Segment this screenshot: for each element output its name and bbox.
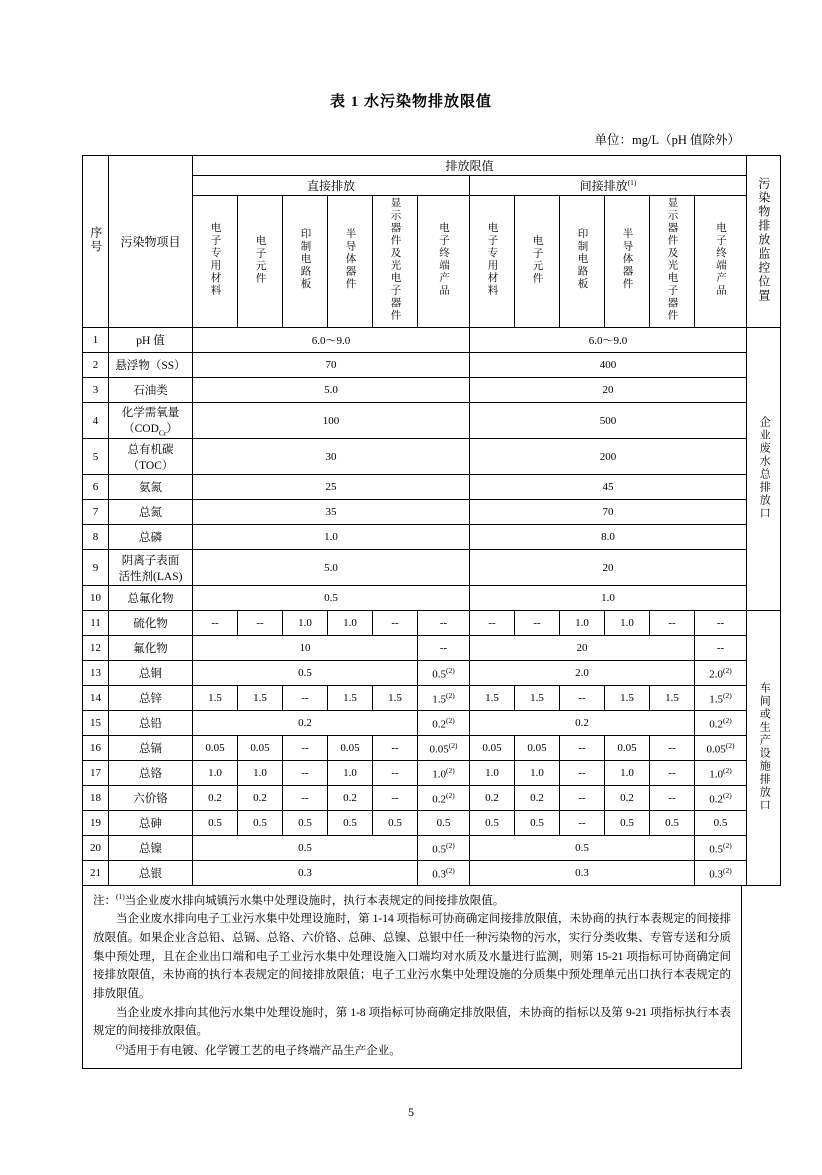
cell-value-4: 0.2: [328, 786, 373, 811]
cell-value-8: --: [515, 611, 560, 636]
cell-value-12: 0.2$^{(2)}$: [695, 786, 747, 811]
cell-value-6: 0.05$^{(2)}$: [418, 736, 470, 761]
page-number: 5: [408, 1105, 414, 1119]
row-seq: 11: [83, 611, 109, 636]
cell-indirect-terminal: 0.5$^{(2)}$: [695, 836, 747, 861]
cell-value-1: 1.0: [193, 761, 238, 786]
cell-indirect-merged: 20: [470, 378, 747, 403]
cell-direct-terminal: 0.5$^{(2)}$: [418, 661, 470, 686]
table-row: [83, 736, 781, 761]
cell-direct-merged5: 0.5: [193, 836, 418, 861]
table-row: [83, 403, 781, 439]
table-header-row-1: [83, 156, 781, 176]
cell-value-2: 1.0: [238, 761, 283, 786]
table-row: [83, 550, 781, 586]
cell-direct-merged: 35: [193, 500, 470, 525]
table-row: [83, 661, 781, 686]
table-row: [83, 525, 781, 550]
cell-value-6: 0.5: [418, 811, 470, 836]
cell-direct-merged: 30: [193, 439, 470, 475]
row-seq: 1: [83, 328, 109, 353]
table-notes: [82, 885, 742, 1069]
cell-value-6: 1.0$^{(2)}$: [418, 761, 470, 786]
cell-direct-merged5: 0.3: [193, 861, 418, 886]
row-item: 六价铬: [109, 786, 193, 811]
cell-indirect-merged: 20: [470, 550, 747, 586]
row-seq: 14: [83, 686, 109, 711]
unit-note: 单位：mg/L（pH 值除外）: [594, 133, 740, 147]
table-row: [83, 328, 781, 353]
table-row: [83, 500, 781, 525]
cell-value-6: 0.2$^{(2)}$: [418, 786, 470, 811]
cell-value-9: --: [560, 736, 605, 761]
cell-indirect-terminal: 2.0$^{(2)}$: [695, 661, 747, 686]
cell-value-10: 0.5: [605, 811, 650, 836]
cell-direct-terminal: 0.5$^{(2)}$: [418, 836, 470, 861]
cell-direct-merged: 6.0～9.0: [193, 328, 470, 353]
cell-value-3: --: [283, 761, 328, 786]
cell-value-4: 0.05: [328, 736, 373, 761]
table-row: [83, 586, 781, 611]
row-item: 阴离子表面 活性剂(LAS): [109, 550, 193, 586]
cell-value-1: 0.05: [193, 736, 238, 761]
table-row: [83, 861, 781, 886]
cell-indirect-terminal: --: [695, 636, 747, 661]
cell-value-7: 0.5: [470, 811, 515, 836]
monitor-position-cell: 车间或生产设施排放口: [747, 611, 781, 886]
row-item: 总氮: [109, 500, 193, 525]
row-seq: 17: [83, 761, 109, 786]
header-col-direct-6: 电子终端产品: [418, 196, 470, 328]
cell-value-6: --: [418, 611, 470, 636]
cell-value-4: 1.5: [328, 686, 373, 711]
cell-value-5: --: [373, 786, 418, 811]
table-row: [83, 611, 781, 636]
cell-value-12: 1.0$^{(2)}$: [695, 761, 747, 786]
cell-direct-merged: 5.0: [193, 378, 470, 403]
row-item: 总铅: [109, 711, 193, 736]
cell-direct-merged: 70: [193, 353, 470, 378]
header-monitor-position: 污染物排放监控位置: [747, 156, 781, 328]
row-item: pH 值: [109, 328, 193, 353]
row-seq: 12: [83, 636, 109, 661]
header-col-indirect-2: 电子元件: [515, 196, 560, 328]
header-indirect: 间接排放$^{(1)}$: [470, 176, 747, 196]
cell-indirect-merged: 200: [470, 439, 747, 475]
row-seq: 21: [83, 861, 109, 886]
pollutant-limits-table-wrap: [82, 155, 771, 886]
cell-value-10: 0.2: [605, 786, 650, 811]
cell-value-5: 1.5: [373, 686, 418, 711]
row-item: 氟化物: [109, 636, 193, 661]
cell-value-7: 1.5: [470, 686, 515, 711]
row-seq: 6: [83, 475, 109, 500]
row-item: 总磷: [109, 525, 193, 550]
cell-value-3: 1.0: [283, 611, 328, 636]
cell-value-9: --: [560, 686, 605, 711]
row-seq: 5: [83, 439, 109, 475]
cell-direct-merged: 0.5: [193, 586, 470, 611]
note-line: $^{(2)}$适用于有电镀、化学镀工艺的电子终端产品生产企业。: [116, 1041, 401, 1057]
cell-value-3: --: [283, 786, 328, 811]
cell-value-3: --: [283, 686, 328, 711]
cell-direct-terminal: --: [418, 636, 470, 661]
header-col-direct-1: 电子专用材料: [193, 196, 238, 328]
cell-indirect-merged5: 2.0: [470, 661, 695, 686]
row-item: 总银: [109, 861, 193, 886]
cell-value-12: 1.5$^{(2)}$: [695, 686, 747, 711]
row-item: 总镉: [109, 736, 193, 761]
cell-value-8: 0.5: [515, 811, 560, 836]
cell-direct-merged: 100: [193, 403, 470, 439]
cell-value-1: 0.2: [193, 786, 238, 811]
cell-indirect-merged: 70: [470, 500, 747, 525]
cell-indirect-merged5: 0.3: [470, 861, 695, 886]
cell-value-11: --: [650, 736, 695, 761]
table-row: [83, 761, 781, 786]
row-item: 总砷: [109, 811, 193, 836]
row-seq: 15: [83, 711, 109, 736]
cell-value-7: 0.2: [470, 786, 515, 811]
header-col-direct-3: 印制电路板: [283, 196, 328, 328]
cell-value-11: --: [650, 611, 695, 636]
row-item: 硫化物: [109, 611, 193, 636]
header-col-direct-4: 半导体器件: [328, 196, 373, 328]
cell-indirect-merged5: 20: [470, 636, 695, 661]
row-item: 化学需氧量 $(COD_{Cr})$: [109, 403, 193, 439]
row-seq: 9: [83, 550, 109, 586]
row-item: 总镍: [109, 836, 193, 861]
header-col-indirect-1: 电子专用材料: [470, 196, 515, 328]
cell-value-11: 0.5: [650, 811, 695, 836]
cell-value-11: --: [650, 761, 695, 786]
cell-value-10: 1.0: [605, 611, 650, 636]
cell-value-2: 0.05: [238, 736, 283, 761]
cell-indirect-merged: 6.0～9.0: [470, 328, 747, 353]
row-seq: 13: [83, 661, 109, 686]
row-item: 悬浮物（SS）: [109, 353, 193, 378]
header-item: 污染物项目: [109, 156, 193, 328]
cell-indirect-merged: 8.0: [470, 525, 747, 550]
cell-value-1: 0.5: [193, 811, 238, 836]
cell-value-1: 1.5: [193, 686, 238, 711]
cell-indirect-merged5: 0.2: [470, 711, 695, 736]
cell-value-12: --: [695, 611, 747, 636]
cell-indirect-merged: 500: [470, 403, 747, 439]
pollutant-limits-table: [82, 155, 781, 886]
cell-value-2: 1.5: [238, 686, 283, 711]
cell-value-6: 1.5$^{(2)}$: [418, 686, 470, 711]
note-line: 注：$^{(1)}$当企业废水排向城镇污水集中处理设施时，执行本表规定的间接排放限值。: [93, 892, 505, 907]
cell-indirect-terminal: 0.3$^{(2)}$: [695, 861, 747, 886]
table-row: [83, 378, 781, 403]
cell-value-5: --: [373, 736, 418, 761]
table-row: [83, 439, 781, 475]
note-line: 当企业废水排向其他污水集中处理设施时，第 1-8 项指标可协商确定排放限值，未协商的指标以及第 9-21 项指标执行本表规定的间接排放限值。: [93, 1006, 731, 1038]
cell-value-11: 1.5: [650, 686, 695, 711]
cell-value-9: --: [560, 811, 605, 836]
cell-direct-terminal: 0.2$^{(2)}$: [418, 711, 470, 736]
cell-value-2: 0.2: [238, 786, 283, 811]
cell-indirect-merged: 400: [470, 353, 747, 378]
cell-value-8: 0.05: [515, 736, 560, 761]
cell-value-11: --: [650, 786, 695, 811]
header-direct: 直接排放: [193, 176, 470, 196]
table-row: [83, 711, 781, 736]
table-row: [83, 636, 781, 661]
cell-value-10: 1.5: [605, 686, 650, 711]
cell-indirect-merged: 1.0: [470, 586, 747, 611]
row-item: 石油类: [109, 378, 193, 403]
row-item: 总有机碳 （TOC）: [109, 439, 193, 475]
header-seq: 序号: [83, 156, 109, 328]
row-item: 总铜: [109, 661, 193, 686]
cell-value-8: 1.0: [515, 761, 560, 786]
row-seq: 2: [83, 353, 109, 378]
note-line: 当企业废水排向电子工业污水集中处理设施时，第 1-14 项指标可协商确定间接排放限值，未协商的执行本表规定的间接排放限值。如果企业含总铅、总镉、总铬、六价铬、总砷、总镍、总银中任一种污染物的污水，实行分类收集、专管专送和分质集中预处理，且在企业出口端和电子工业污水集中处理设施入口端均对水质及水量进行监测，则第 15-21 项指标可协商确定间接排放限值，未协商的执行本表规定的间接排放限值；电子工业污水集中处理设施的分质集中预处理单元出口执行本表规定的排放限值。: [93, 913, 731, 1000]
cell-value-4: 1.0: [328, 611, 373, 636]
cell-value-9: --: [560, 786, 605, 811]
cell-direct-merged: 1.0: [193, 525, 470, 550]
cell-value-7: 1.0: [470, 761, 515, 786]
header-col-direct-2: 电子元件: [238, 196, 283, 328]
row-item: 氨氮: [109, 475, 193, 500]
table-row: [83, 811, 781, 836]
table-row: [83, 475, 781, 500]
row-seq: 3: [83, 378, 109, 403]
cell-value-5: --: [373, 761, 418, 786]
cell-value-7: --: [470, 611, 515, 636]
cell-value-8: 0.2: [515, 786, 560, 811]
monitor-position-cell: 企业废水总排放口: [747, 328, 781, 611]
cell-value-5: --: [373, 611, 418, 636]
header-col-direct-5: 显示器件及光电子器件: [373, 196, 418, 328]
row-seq: 7: [83, 500, 109, 525]
row-seq: 19: [83, 811, 109, 836]
cell-value-12: 0.5: [695, 811, 747, 836]
table-row: [83, 353, 781, 378]
cell-indirect-merged5: 0.5: [470, 836, 695, 861]
page-title: 表 1 水污染物排放限值: [329, 94, 492, 110]
cell-direct-merged5: 0.5: [193, 661, 418, 686]
cell-value-3: 0.5: [283, 811, 328, 836]
header-col-indirect-5: 显示器件及光电子器件: [650, 196, 695, 328]
cell-value-4: 0.5: [328, 811, 373, 836]
cell-value-3: --: [283, 736, 328, 761]
cell-value-10: 0.05: [605, 736, 650, 761]
table-row: [83, 686, 781, 711]
cell-direct-merged5: 0.2: [193, 711, 418, 736]
cell-value-2: 0.5: [238, 811, 283, 836]
cell-value-9: --: [560, 761, 605, 786]
row-seq: 20: [83, 836, 109, 861]
cell-value-12: 0.05$^{(2)}$: [695, 736, 747, 761]
cell-value-4: 1.0: [328, 761, 373, 786]
cell-direct-merged: 25: [193, 475, 470, 500]
row-seq: 16: [83, 736, 109, 761]
cell-direct-terminal: 0.3$^{(2)}$: [418, 861, 470, 886]
cell-value-10: 1.0: [605, 761, 650, 786]
header-col-indirect-4: 半导体器件: [605, 196, 650, 328]
cell-value-2: --: [238, 611, 283, 636]
cell-value-7: 0.05: [470, 736, 515, 761]
row-seq: 10: [83, 586, 109, 611]
header-limits: 排放限值: [193, 156, 747, 176]
row-seq: 4: [83, 403, 109, 439]
header-col-indirect-3: 印制电路板: [560, 196, 605, 328]
row-item: 总铬: [109, 761, 193, 786]
cell-value-8: 1.5: [515, 686, 560, 711]
cell-value-9: 1.0: [560, 611, 605, 636]
row-seq: 8: [83, 525, 109, 550]
cell-indirect-merged: 45: [470, 475, 747, 500]
row-seq: 18: [83, 786, 109, 811]
table-row: [83, 836, 781, 861]
cell-value-5: 0.5: [373, 811, 418, 836]
cell-value-1: --: [193, 611, 238, 636]
header-col-indirect-6: 电子终端产品: [695, 196, 747, 328]
cell-direct-merged: 5.0: [193, 550, 470, 586]
row-item: 总锌: [109, 686, 193, 711]
row-item: 总氟化物: [109, 586, 193, 611]
cell-direct-merged5: 10: [193, 636, 418, 661]
cell-indirect-terminal: 0.2$^{(2)}$: [695, 711, 747, 736]
table-row: [83, 786, 781, 811]
